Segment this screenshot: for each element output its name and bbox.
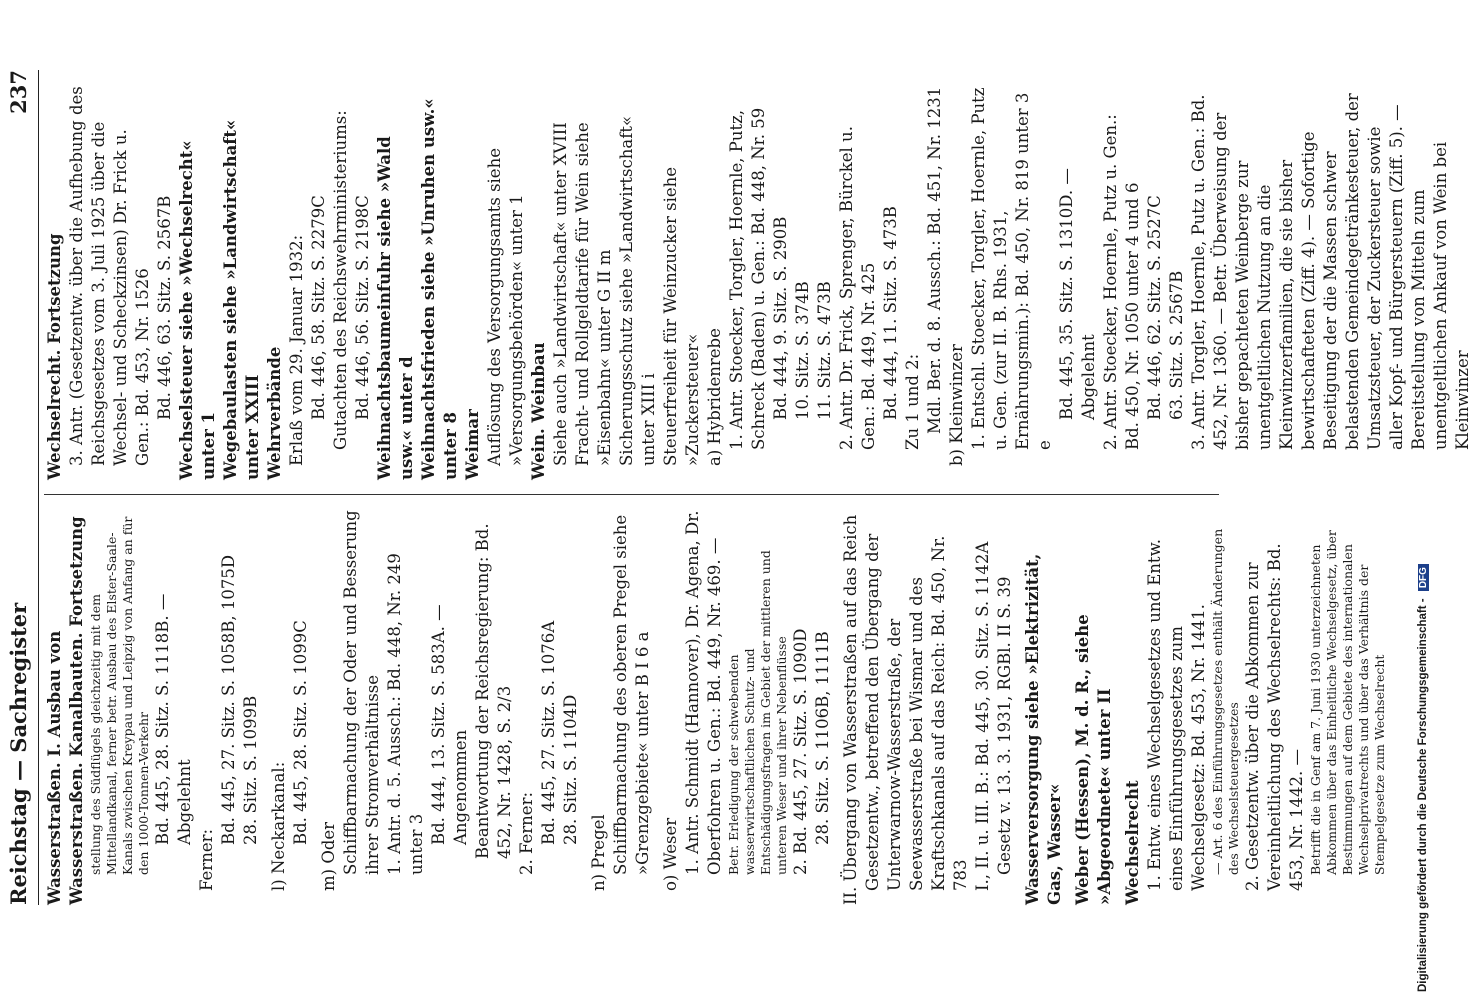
entry-line: 2. Gesetzentw. über die Abkommen zur Vereinheitlichung des Wechselrechts: Bd. 453, Nr. 1442. — [1243, 543, 1306, 891]
entry-line: Bd. 445, 27. Sitz. S. 1058B, 1075D [219, 554, 238, 845]
entry-heading: Wein. Weinbau [529, 342, 548, 480]
entry-heading: Wegebaulasten siehe »Landwirtschaft« unter XXIII [221, 119, 262, 480]
entry-line: — Art. 6 des Einführungsgesetzes enthält Änderungen des Wechselsteuergesetzes [1210, 528, 1241, 875]
entry-heading: Wechselrecht [1123, 780, 1142, 905]
entry-line: 1. Antr. d. 5. Aussch.: Bd. 448, Nr. 249 unter 3 [385, 553, 426, 875]
entry-line: Bd. 445, 35. Sitz. S. 1310D. — Abgelehnt [1057, 168, 1098, 420]
page-number: 237 [6, 70, 31, 114]
entry-line: 2. Antr. Dr. Frick, Sprenger, Bürckel u. Gen.: Bd. 449, Nr. 425 [837, 126, 878, 450]
entry-line: Ferner: [197, 828, 216, 891]
entry-line: Gesetzentw., betreffend den Übergang der Unterwarnow-Wasserstraße, der Seewasserstraße bei Wismar und des Kraftschkanals auf das Reich: Bd. 450, Nr. 783 [863, 533, 970, 891]
entry-line: Schiffbarmachung der Oder und Besserung ihrer Stromverhältnisse [341, 510, 382, 875]
entry-line: I., II. u. III. B.: Bd. 445, 30. Sitz. S. 1142A [973, 541, 992, 891]
entry-line: Gutachten des Reichswehrministeriums: [331, 110, 350, 450]
entry-line: Bd. 446, 58. Sitz. S. 2279C [309, 195, 328, 420]
entry-line: Fracht- und Rollgeldtarife für Wein siehe »Eisenbahn« unter G II m [573, 122, 614, 466]
entry-heading: Wasserstraßen. I. Ausbau von Wasserstraßen. Kanalbauten. Fortsetzung [45, 516, 86, 905]
entry-line: Steuerfreiheit für Weinzucker siehe »Zuckersteuer« [661, 166, 702, 466]
entry-heading: Wehrverbände [265, 346, 284, 480]
entry-heading: Wechselsteuer siehe »Wechselrecht« unter 1 [177, 140, 218, 480]
entry-line: Bd. 444, 13. Sitz. S. 583A. — Angenommen [429, 604, 470, 845]
entry-line: Gesetz v. 13. 3. 1931, RGBl. II S. 39 [995, 576, 1014, 875]
entry-line: Bd. 446, 56. Sitz. S. 2198C [353, 195, 372, 420]
entry-line: Auflösung des Versorgungsamts siehe »Versorgungsbehörden« unter 1 [485, 148, 526, 466]
entry-line: 28. Sitz. S. 1099B [241, 695, 260, 845]
entry-line: II. Übergang von Wasserstraßen auf das Reich [841, 514, 860, 905]
entry-line: Bd. 444, 11. Sitz. S. 473B [881, 206, 900, 420]
entry-heading: Wasserversorgung siehe »Elektrizität, Gas, Wasser« [1023, 553, 1064, 905]
entry-line: Betr. Erledigung der schwebenden wasserwirtschaftlichen Schutz- und Entschädigungsfragen im Gebiet der mittleren und unteren Weser und ihrer Nebenflüsse [726, 550, 789, 875]
entry-heading: Wechselrecht. Fortsetzung [45, 233, 64, 480]
entry-line: 3. Antr. Torgler, Hoernle, Putz u. Gen.: Bd. 452, Nr. 1360. — Betr. Überweisung der bisher gepachteten Weinberge zur unentgeltlichen Nutzung an die Kleinwinzerfamilien, die sie bisher bewirtschafteten (Ziff. 4). — Sofortige Beseitigung der die Massen schwer belastenden Gemeindegetränkesteuer, der Umsatzsteuer, der Zuckersteuer sowie aller Kopf- und Bürgersteuern (Ziff. 5). — Bereitstellung von Mitteln zum unentgeltlichen Ankauf von Wein bei Kleinwinzer [1189, 93, 1472, 450]
entry-line: Bd. 445, 28. Sitz. S. 1099C [291, 620, 310, 845]
entry-line: 1. Entschl. Stoecker, Torgler, Hoernle, Putz u. Gen. (zur II. B. Rhs. 1931, Ernährungsmin.): Bd. 450, Nr. 819 unter 3 e [969, 87, 1054, 450]
side-note [1417, 0, 1435, 1000]
entry-line: m) Oder [319, 821, 338, 891]
header-rule [38, 70, 39, 905]
entry-line: Schiffbarmachung des oberen Pregel siehe »Grenzgebiete« unter B I 6 a [611, 514, 652, 875]
dfg-logo: DFG [1418, 564, 1429, 591]
entry-line: Bd. 446, 63. Sitz. S. 2567B [155, 195, 174, 420]
entry-line: Zu 1 und 2: [903, 353, 922, 450]
page-header [2, 70, 38, 905]
entry-line: 10. Sitz. S. 374B [793, 281, 812, 420]
entry-line: Beantwortung der Reichsregierung: Bd. 452, Nr. 1428, S. 2/3 [473, 523, 514, 859]
entry-heading: Weihnachtsbaumeinfuhr siehe »Wald usw.« unter d [375, 136, 416, 480]
entry-line: 11. Sitz. S. 473B [815, 281, 834, 420]
entry-line: 1. Entw. eines Wechselgesetzes und Entw. eines Einführungsgesetzes zum Wechselgesetz: Bd. 453, Nr. 1441. [1145, 539, 1208, 891]
entry-line: Bd. 444, 9. Sitz. S. 290B [771, 216, 790, 420]
entry-line: 2. Bd. 445, 27. Sitz. S. 1090D [791, 628, 810, 875]
entry-line: 1. Antr. Schmidt (Hannover), Dr. Agena, Dr. Oberfohren u. Gen.: Bd. 449, Nr. 469. — [683, 510, 724, 875]
entry-line: Bd. 446, 62. Sitz. S. 2527C [1145, 195, 1164, 420]
header-title: Reichstag — Sachregister [6, 602, 31, 905]
entry-line: Bd. 445, 27. Sitz. S. 1076A [539, 620, 558, 845]
entry-line: a) Hybridenrebe [705, 328, 724, 466]
entry-line: l) Neckarkanal: [269, 761, 288, 891]
left-column [44, 510, 1388, 905]
entry-line: 28. Sitz. S. 1106B, 1111B [813, 631, 832, 845]
entry-line: 28. Sitz. S. 1104D [561, 694, 580, 845]
entry-line: b) Kleinwinzer [947, 344, 966, 466]
entry-line: Erlaß vom 29. Januar 1932: [287, 234, 306, 466]
entry-line: Betrifft die in Genf am 7. Juni 1930 unterzeichneten Abkommen über das Einheitliche Wechselgesetz, über Bestimmungen auf dem Gebiete des internationalen Wechselprivatrechts und über das Verhältnis der Stempelgesetze zum Wechselrecht [1308, 530, 1387, 875]
entry-line: o) Weser [661, 817, 680, 891]
entry-line: 63. Sitz. S. 2567B [1167, 270, 1186, 420]
entry-line: stellung des Südflügels gleichzeitig mit dem Mittellandkanal, ferner betr. Ausbau des Elster-Saale-Kanals zwischen Kreypau und Leipzig von Anfang an für den 1000-Tonnen-Verkehr [88, 516, 151, 875]
right-column [44, 85, 1474, 480]
entry-line: 3. Antr. (Gesetzentw. über die Aufhebung des Reichsgesetzes vom 3. Juli 1925 über die Wechsel- und Scheckzinsen) Dr. Frick u. Gen.: Bd. 453, Nr. 1526 [67, 86, 152, 466]
entry-line: Siehe auch »Landwirtschaft« unter XVIII [551, 122, 570, 466]
entry-line: n) Pregel [589, 814, 608, 891]
entry-heading: Weimar [463, 409, 482, 480]
entry-heading: Weihnachtsfrieden siehe »Unruhen usw.« unter 8 [419, 98, 460, 480]
entry-line: Sicherungsschutz siehe »Landwirtschaft« unter XIII i [617, 115, 658, 466]
entry-line: Bd. 445, 28. Sitz. S. 1118B. — Abgelehnt [153, 593, 194, 845]
entry-line: 1. Antr. Stoecker, Torgler, Hoernle, Putz, Schreck (Baden) u. Gen.: Bd. 448, Nr. 59 [727, 107, 768, 450]
entry-line: 2. Antr. Stoecker, Hoernle, Putz u. Gen.: Bd. 450, Nr. 1050 unter 4 und 6 [1101, 114, 1142, 450]
column-divider [44, 494, 1219, 495]
entry-heading: Weber (Hessen), M. d. R., siehe »Abgeordnete« unter II [1073, 614, 1114, 905]
entry-line: Mdl. Ber. d. 8. Aussch.: Bd. 451, Nr. 1231 [925, 86, 944, 434]
side-note-text: Digitalisierung gefördert durch die Deutsche Forschungsgemeinschaft - [1417, 598, 1429, 992]
entry-line: 2. Ferner: [517, 791, 536, 875]
